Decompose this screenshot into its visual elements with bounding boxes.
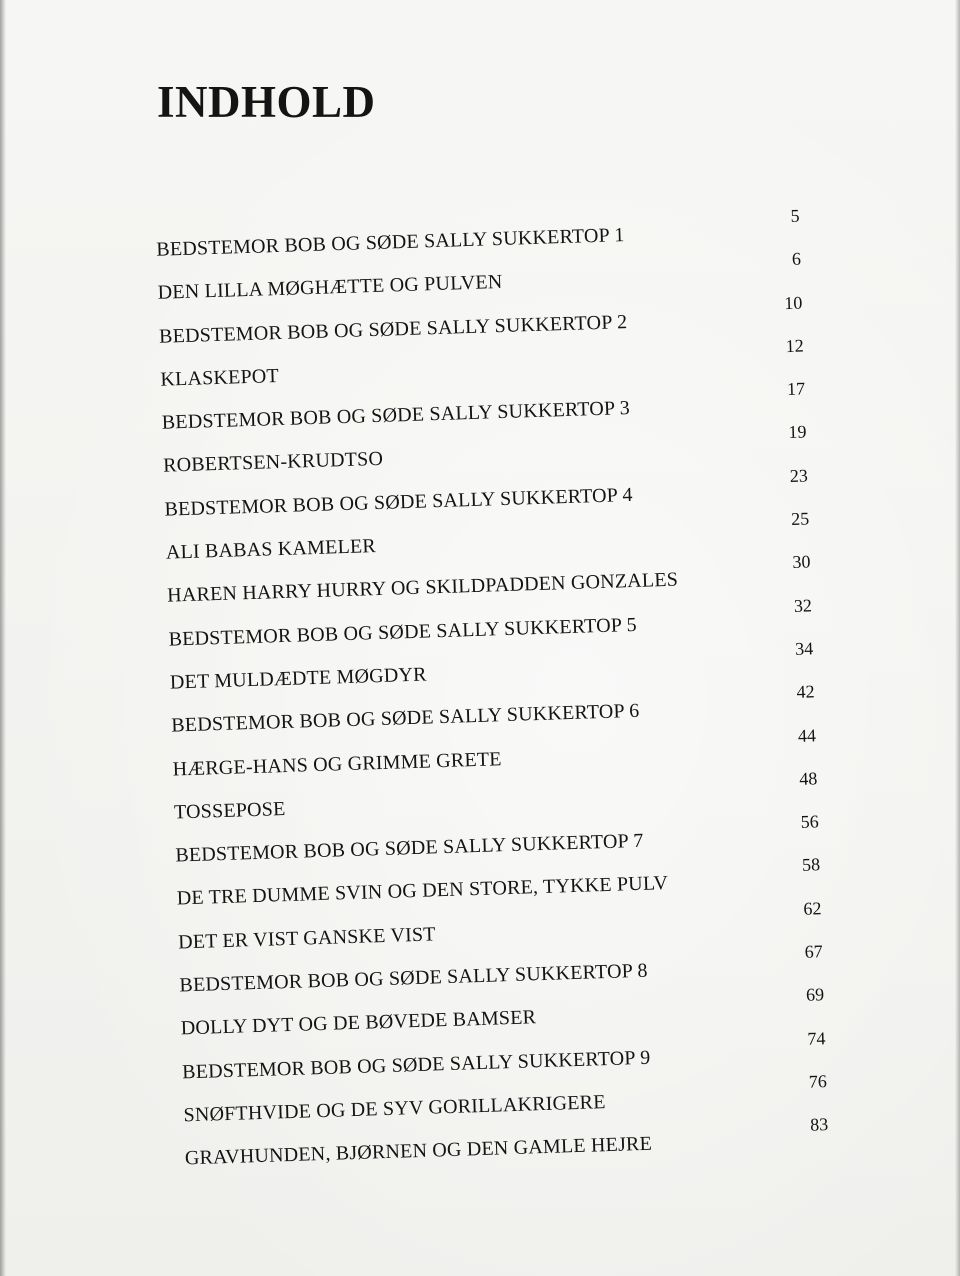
toc-entry-page-number: 6 [791, 248, 802, 270]
toc-entry-title: DOLLY DYT OG DE BØVEDE BAMSER [180, 1006, 537, 1040]
toc-entry-title: ROBERTSEN-KRUDTSO [162, 448, 384, 478]
toc-entry-title: BEDSTEMOR BOB OG SØDE SALLY SUKKERTOP 2 [158, 310, 628, 348]
toc-entry-title: BEDSTEMOR BOB OG SØDE SALLY SUKKERTOP 3 [161, 397, 631, 434]
toc-entry-page-number: 23 [789, 465, 809, 486]
toc-entry-title: BEDSTEMOR BOB OG SØDE SALLY SUKKERTOP 4 [164, 483, 634, 521]
toc-entry-page-number: 42 [796, 681, 815, 703]
toc-entry-page-number: 58 [801, 854, 821, 876]
toc-entry-title: DE TRE DUMME SVIN OG DEN STORE, TYKKE PULV [176, 872, 669, 910]
toc-entry-page-number: 12 [785, 335, 805, 356]
table-of-contents [150, 205, 830, 1190]
page-edge-right [955, 0, 960, 1276]
toc-entry-title: HAREN HARRY HURRY OG SKILDPADDEN GONZALES [166, 568, 679, 608]
page-edge-left [0, 0, 6, 1276]
toc-entry-title: SNØFTHVIDE OG DE SYV GORILLAKRIGERE [183, 1091, 606, 1127]
toc-entry-page-number: 76 [808, 1071, 828, 1092]
toc-entry-title: BEDSTEMOR BOB OG SØDE SALLY SUKKERTOP 7 [175, 829, 644, 867]
toc-entry-page-number: 48 [798, 768, 818, 789]
toc-entry-page-number: 30 [792, 551, 811, 573]
toc-entry-page-number: 17 [786, 378, 806, 400]
page-title: INDHOLD [157, 77, 376, 127]
toc-entry-page-number: 5 [790, 205, 800, 226]
toc-entry-page-number: 62 [803, 897, 822, 919]
toc-entry-page-number: 69 [805, 984, 825, 1006]
toc-entry-page-number: 44 [797, 724, 817, 746]
toc-entry-title: BEDSTEMOR BOB OG SØDE SALLY SUKKERTOP 8 [179, 959, 648, 997]
toc-entry-page-number: 25 [790, 508, 810, 530]
toc-entry-page-number: 74 [807, 1027, 826, 1049]
toc-entry-title: GRAVHUNDEN, BJØRNEN OG DEN GAMLE HEJRE [184, 1132, 653, 1170]
toc-entry-page-number: 67 [804, 941, 824, 962]
toc-entry-title: BEDSTEMOR BOB OG SØDE SALLY SUKKERTOP 6 [170, 700, 640, 737]
toc-entry-title: BEDSTEMOR BOB OG SØDE SALLY SUKKERTOP 9 [181, 1046, 651, 1084]
toc-entry-title: KLASKEPOT [160, 364, 280, 391]
toc-entry-title: HÆRGE-HANS OG GRIMME GRETE [172, 747, 502, 781]
toc-entry-title: ALI BABAS KAMELER [165, 535, 377, 564]
toc-entry-title: BEDSTEMOR BOB OG SØDE SALLY SUKKERTOP 5 [168, 613, 638, 651]
toc-entry-title: DEN LILLA MØGHÆTTE OG PULVEN [157, 271, 503, 305]
toc-entry-page-number: 19 [788, 421, 807, 443]
toc-entry-title: DET ER VIST GANSKE VIST [177, 923, 436, 954]
toc-entry-title: BEDSTEMOR BOB OG SØDE SALLY SUKKERTOP 1 [156, 224, 625, 261]
toc-entry-page-number: 34 [794, 638, 814, 659]
toc-entry-page-number: 32 [793, 595, 813, 616]
toc-entry-page-number: 56 [800, 811, 819, 833]
toc-entry-title: TOSSEPOSE [173, 797, 286, 824]
toc-entry-page-number: 83 [809, 1114, 829, 1135]
toc-entry-title: DET MULDÆDTE MØGDYR [169, 663, 427, 694]
toc-entry-page-number: 10 [784, 292, 803, 313]
